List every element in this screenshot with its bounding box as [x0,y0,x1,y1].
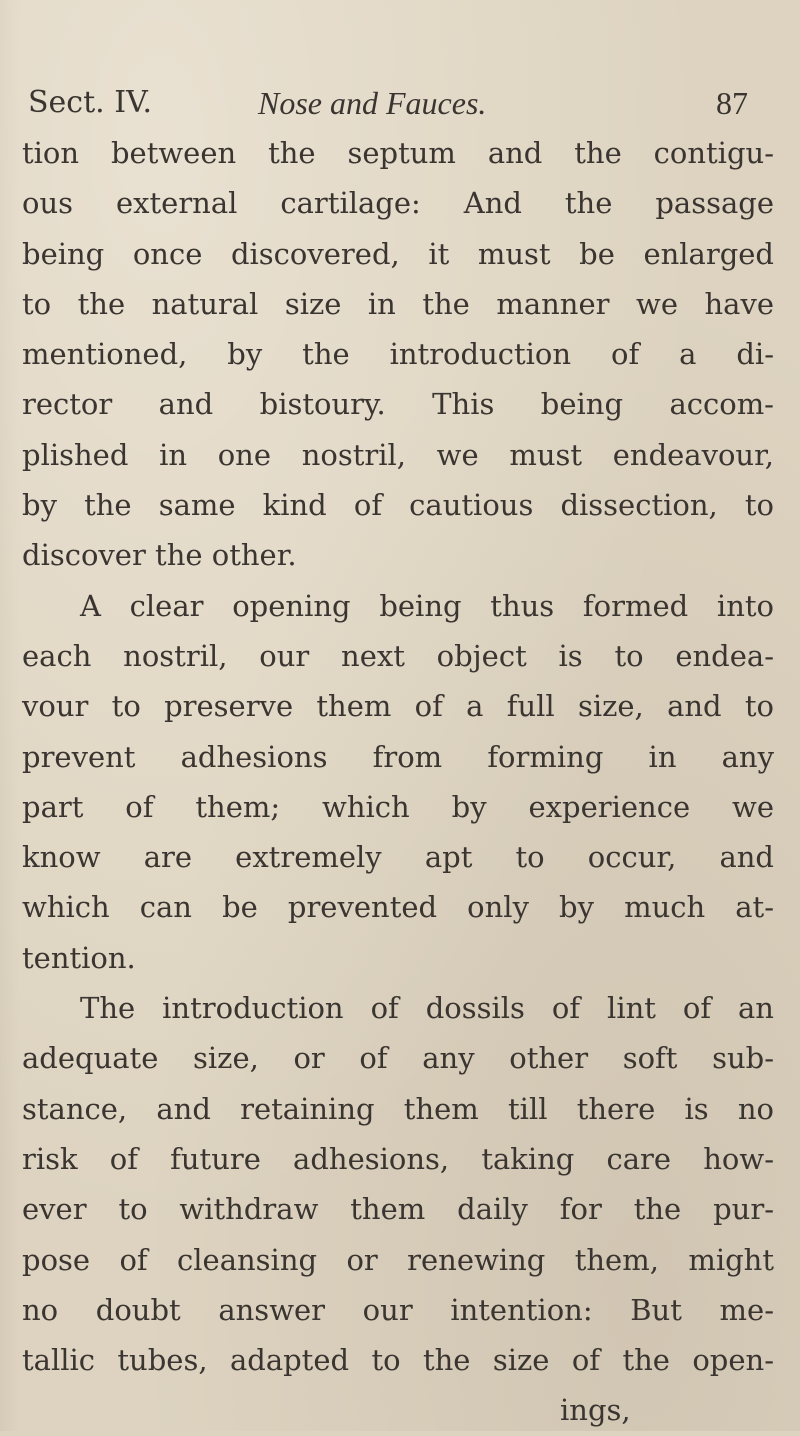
text-line: each nostril, our next object is to endea- [22,638,774,673]
body-text [22,128,774,1436]
catchword: ings, [560,1393,631,1428]
text-line: ever to withdraw them daily for the pur- [22,1192,774,1227]
text-line: pose of cleansing or renewing them, might [22,1242,774,1277]
text-line: vour to preserve them of a full size, and to [22,689,774,724]
text-line: by the same kind of cautious dissection, to [22,488,774,523]
text-line: prevent adhesions from forming in any [22,739,774,774]
running-head [28,78,748,128]
text-line: risk of future adhesions, taking care how- [22,1141,774,1176]
running-title: Nose and Fauces. [258,85,487,121]
text-line: plished in one nostril, we must endeavour, [22,437,774,472]
text-line: discover the other. [22,538,297,573]
text-line: A clear opening being thus formed into [80,588,774,623]
text-line: mentioned, by the introduction of a di- [22,337,774,372]
text-line: The introduction of dossils of lint of an [80,991,774,1026]
text-line: part of them; which by experience we [22,789,774,824]
text-line: tention. [22,940,136,975]
text-line: adequate size, or of any other soft sub- [22,1041,774,1076]
text-line: stance, and retaining them till there is no [22,1091,774,1126]
text-line: know are extremely apt to occur, and [22,840,774,875]
text-line: ous external cartilage: And the passage [22,186,774,221]
text-line: being once discovered, it must be enlarged [22,236,774,271]
text-line: which can be prevented only by much at- [22,890,774,925]
text-line: tion between the septum and the contigu- [22,136,774,170]
section-label: Sect. IV. [28,85,153,120]
text-line: rector and bistoury. This being accom- [22,387,774,422]
page-number: 87 [716,85,748,121]
text-line: to the natural size in the manner we have [22,286,774,321]
text-line: tallic tubes, adapted to the size of the open- [22,1343,774,1378]
text-line: no doubt answer our intention: But me- [22,1292,774,1327]
